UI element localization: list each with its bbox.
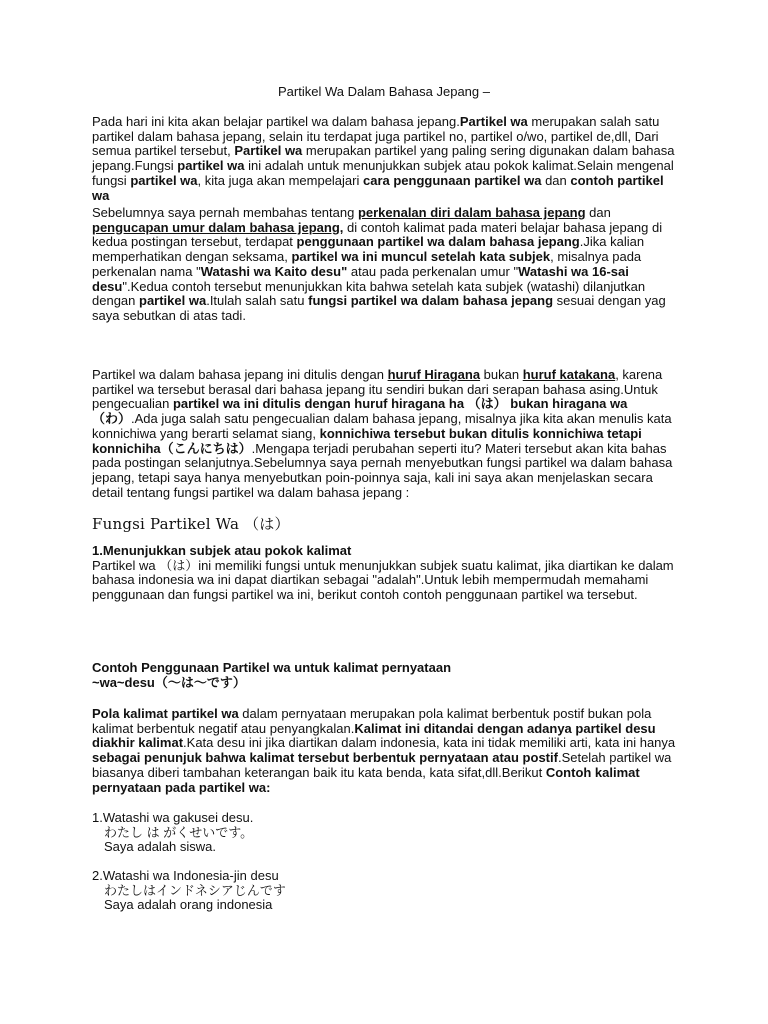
example-romaji: 2.Watashi wa Indonesia-jin desu <box>92 868 279 883</box>
bold-run: partikel wa <box>130 172 198 188</box>
bold-run: partikel wa <box>177 158 245 174</box>
text-run: merupakan salah satu partikel dalam bahasa jepang, selain itu terdapat juga partikel no, partikel o/wo, partikel de,dll, Dari semua partikel tersebut, <box>92 114 660 159</box>
document-title: Partikel Wa Dalam Bahasa Jepang – <box>278 84 490 99</box>
text-run: di contoh kalimat pada materi belajar bahasa jepang di kedua postingan tersebut, terdapat <box>92 219 663 250</box>
text-run: .Setelah partikel wa biasanya diberi tambahan keterangan baik itu kata benda, kata sifat,dll.Berikut <box>92 750 672 780</box>
bold-run: partikel wa ini ditulis dengan huruf hiragana ha （は） bukan hiragana wa（わ） <box>92 396 628 427</box>
subject-function-text: Partikel wa （は）ini memiliki fungsi untuk menunjukkan subjek suatu kalimat, jika diartikan ke dalam bahasa indonesia wa ini dapat diartikan sebagai "adalah".Untuk lebih mempermudah memahami penggunaan dan fungsi partikel wa ini, berikut contoh contoh penggunaan partikel wa tersebut. <box>92 557 674 603</box>
example-item <box>92 869 682 913</box>
example-item <box>92 811 682 855</box>
bold-run: Watashi wa 16-sai desu <box>92 263 629 294</box>
example-kana: わたし は がくせいです。 <box>104 824 254 840</box>
text-run: ".Kedua contoh tersebut menunjukkan kita bahwa setelah kata subjek (watashi) dilanjutkan dengan <box>92 278 646 309</box>
link-huruf-katakana[interactable]: huruf katakana <box>522 367 616 382</box>
text-run: sesuai dengan yag saya sebutkan di atas tadi. <box>92 293 666 323</box>
subject-function-block <box>92 544 682 603</box>
text-run: merupakan partikel yang paling sering digunakan dalam bahasa jepang.Fungsi <box>92 143 675 174</box>
text-run: Partikel wa dalam bahasa jepang ini ditulis dengan <box>92 367 388 382</box>
text-run: .Ada juga salah satu pengecualian dalam bahasa jepang, misalnya jika kita akan menulis kata konnichiwa yang berarti selamat siang, <box>92 411 672 441</box>
bold-run: partikel wa <box>139 293 207 309</box>
hiragana-paragraph <box>92 368 682 500</box>
text-run: dan <box>541 172 571 188</box>
bold-run: partikel wa ini muncul setelah kata subjek <box>291 249 551 265</box>
contoh-heading <box>92 661 682 690</box>
bold-run: Partikel wa <box>459 114 528 129</box>
bold-run: cara penggunaan partikel wa <box>363 172 542 188</box>
text-run: .Jika kalian memperhatikan dengan seksama, <box>92 234 645 265</box>
text-run: dalam pernyataan merupakan pola kalimat berbentuk postif bukan pola kalimat berbentuk negatif atau penyangkalan. <box>92 706 652 736</box>
text-run: , karena partikel wa tersebut berasal dari bahasa jepang itu sendiri bukan dari serapan bahasa asing.Untuk pengecualian <box>92 367 663 412</box>
bold-run: penggunaan partikel wa dalam bahasa jepang <box>296 234 580 250</box>
intro-paragraph <box>92 115 682 203</box>
pola-paragraph <box>92 707 682 795</box>
bold-run: sebagai penunjuk bahwa kalimat tersebut berbentuk pernyataan atau postif <box>92 750 558 766</box>
bold-run: Kalimat ini ditandai dengan adanya partikel desu diakhir kalimat <box>92 720 656 751</box>
text-run: bukan <box>480 367 523 382</box>
subheading-subjek: 1.Menunjukkan subjek atau pokok kalimat <box>92 543 352 558</box>
section-heading-fungsi: Fungsi Partikel Wa （は） <box>92 515 290 533</box>
bold-run: konnichiwa tersebut bukan ditulis konnichiwa tetapi konnichiha（こんにちは） <box>92 425 642 456</box>
contoh-heading-line1: Contoh Penggunaan Partikel wa untuk kalimat pernyataan <box>92 660 452 675</box>
text-run: , misalnya pada perkenalan nama " <box>92 249 642 279</box>
bold-run: Pola kalimat partikel wa <box>92 706 239 721</box>
bold-run: contoh partikel wa <box>92 172 664 203</box>
bold-run: Watashi wa Kaito desu" <box>200 263 348 279</box>
text-run: .Kata desu ini jika diartikan dalam indonesia, kata ini tidak memiliki arti, kata ini hanya <box>183 735 676 751</box>
text-run: Sebelumnya saya pernah membahas tentang <box>92 205 358 220</box>
example-kana: わたしはインドネシアじんです <box>104 882 286 898</box>
text-run: , kita juga akan mempelajari <box>197 172 363 188</box>
text-run: dan <box>585 205 611 220</box>
example-translation: Saya adalah orang indonesia <box>104 897 273 913</box>
bold-run: Contoh kalimat pernyataan pada partikel wa: <box>92 764 640 795</box>
bold-run: fungsi partikel wa dalam bahasa jepang <box>308 293 554 309</box>
previous-posts-paragraph <box>92 206 682 324</box>
link-perkenalan-diri[interactable]: perkenalan diri dalam bahasa jepang <box>357 205 586 220</box>
example-translation: Saya adalah siswa. <box>104 839 217 855</box>
bold-run: Partikel wa <box>234 143 303 159</box>
text-run: Pada hari ini kita akan belajar partikel wa dalam bahasa jepang. <box>92 114 460 129</box>
contoh-heading-line2: ~wa~desu（～は～です） <box>92 674 246 690</box>
text-run: .Mengapa terjadi perubahan seperti itu? Materi tersebut akan kita bahas pada postingan selanjutnya.Sebelumnya saya pernah menyebutkan fungsi partikel wa dalam bahasa jepang, tetapi saya hanya menyebutkan poin-poinnya saja, kali ini saya akan menjelaskan secara detail tentang fungsi partikel wa dalam bahasa jepang : <box>92 440 673 500</box>
link-huruf-hiragana[interactable]: huruf Hiragana <box>387 367 481 382</box>
link-pengucapan-umur[interactable]: pengucapan umur dalam bahasa jepang, <box>92 219 344 235</box>
text-run: ini adalah untuk menunjukkan subjek atau pokok kalimat.Selain mengenal fungsi <box>92 158 674 188</box>
example-romaji: 1.Watashi wa gakusei desu. <box>92 810 254 825</box>
text-run: atau pada perkenalan umur " <box>347 263 519 279</box>
text-run: .Itulah salah satu <box>206 293 309 309</box>
